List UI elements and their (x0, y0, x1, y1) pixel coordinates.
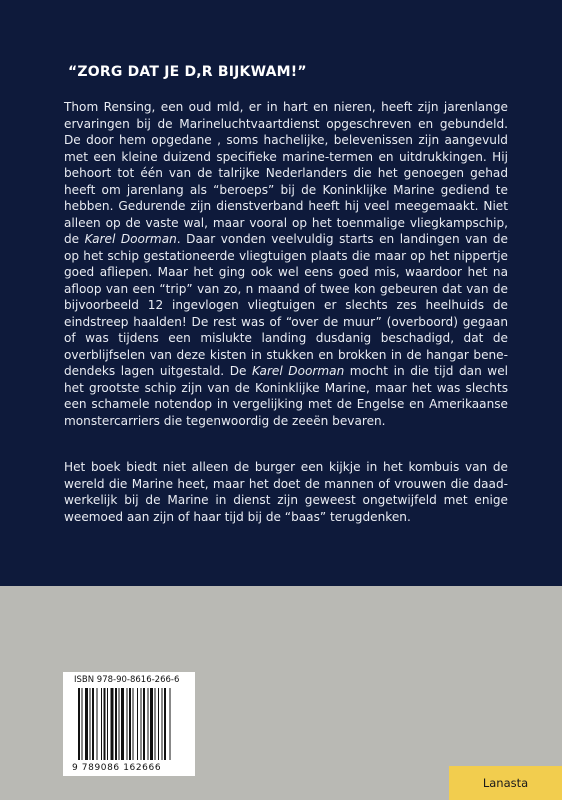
barcode-bar (101, 688, 102, 760)
barcode-bar (170, 688, 171, 760)
barcode-bar (111, 688, 114, 760)
paragraph-1-text-c: mocht in die tijd dan wel het grootste schip zijn van de Koninklijke Marine, maar het was slechts een schamele notendop in vergelijking met de Engelse en Amerikaanse monstercarriers die tegenwoordig de zeeën bevaren. (64, 364, 509, 428)
barcode-bar (137, 688, 138, 760)
barcode-bar (92, 688, 94, 760)
barcode-bar (82, 688, 83, 760)
barcode-bar (127, 688, 128, 760)
description-paragraph-1 (64, 99, 508, 429)
barcode-bar (141, 688, 142, 760)
barcode-bar (78, 688, 80, 760)
barcode-icon (78, 688, 190, 762)
paragraph-1-text-b: . Daar vonden veelvuldig starts en landingen van de op het schip gestationeerde vliegtuigen plaats die maar op het nippertje goed afliepen. Maar het ging ook wel eens goed mis, waardoor het na afloop van een “trip” van zo, n maand of twee kon gebeuren dat van de bijvoorbeeld 12 ingevlogen vliegtuigen er slechts zes heelhuids de eindstreep haalden! De rest was of “over de muur” (overboord) gegaan of was tijdens een mislukte landing dusdanig beschadigd, dat de overblijfselen van deze kisten in stukken en brokken in de hangar benedendeks lagen uitgestald. De (64, 232, 508, 378)
paragraph-1-text-a: Thom Rensing, een oud mld, er in hart en nieren, heeft zijn jarenlange ervaringen bij de Marineluchtvaartdienst opgeschreven en gebundeld. De door hem opgedane , soms hachelijke, belevenissen zijn aangevuld met een kleine duizend specifieke marine-termen en uitdrukkingen. Hij behoort tot één van de talrijke Nederlanders die het genoegen gehad heeft om jarenlang als “beroeps” bij de Koninklijke Marine gediend te hebben. Gedurende zijn dienstverband heeft hij veel meegemaakt. Niet alleen op de vaste wal, maar vooral op het toenmalige vliegkampschip, de (64, 100, 508, 246)
barcode-bar (115, 688, 117, 760)
barcode-bar (133, 688, 134, 760)
barcode-bar (129, 688, 131, 760)
barcode-bar (85, 688, 88, 760)
ship-name-1: Karel Doorman (84, 232, 177, 246)
barcode-bar (143, 688, 145, 760)
book-heading: “ZORG DAT JE D,R BIJKWAM!” (68, 64, 307, 80)
barcode-bar (119, 688, 120, 760)
barcode-bar (121, 688, 124, 760)
barcode-bar (162, 688, 163, 760)
barcode-bar (148, 688, 149, 760)
ship-name-2: Karel Doorman (252, 364, 345, 378)
barcode-bar (104, 688, 106, 760)
description-paragraph-2: Het boek biedt niet alleen de burger een kijkje in het kombuis van de wereld die Marine heet, maar het doet de mannen of vrouwen die daadwerkelijk bij de Marine in dienst zijn geweest ongetwijfeld met enige weemoed aan zijn of haar tijd bij de “baas” terugdenken. (64, 460, 508, 524)
barcode-bar (158, 688, 159, 760)
barcode-bar (107, 688, 108, 760)
barcode-bar (97, 688, 98, 760)
barcode-digits: 9 789086 162666 (72, 763, 162, 773)
barcode-bar (150, 688, 153, 760)
barcode-bar (164, 688, 166, 760)
barcode-bar (155, 688, 156, 760)
isbn-label: ISBN 978-90-8616-266-6 (74, 675, 180, 685)
publisher-logo: Lanasta (449, 766, 562, 800)
barcode-bar (90, 688, 91, 760)
